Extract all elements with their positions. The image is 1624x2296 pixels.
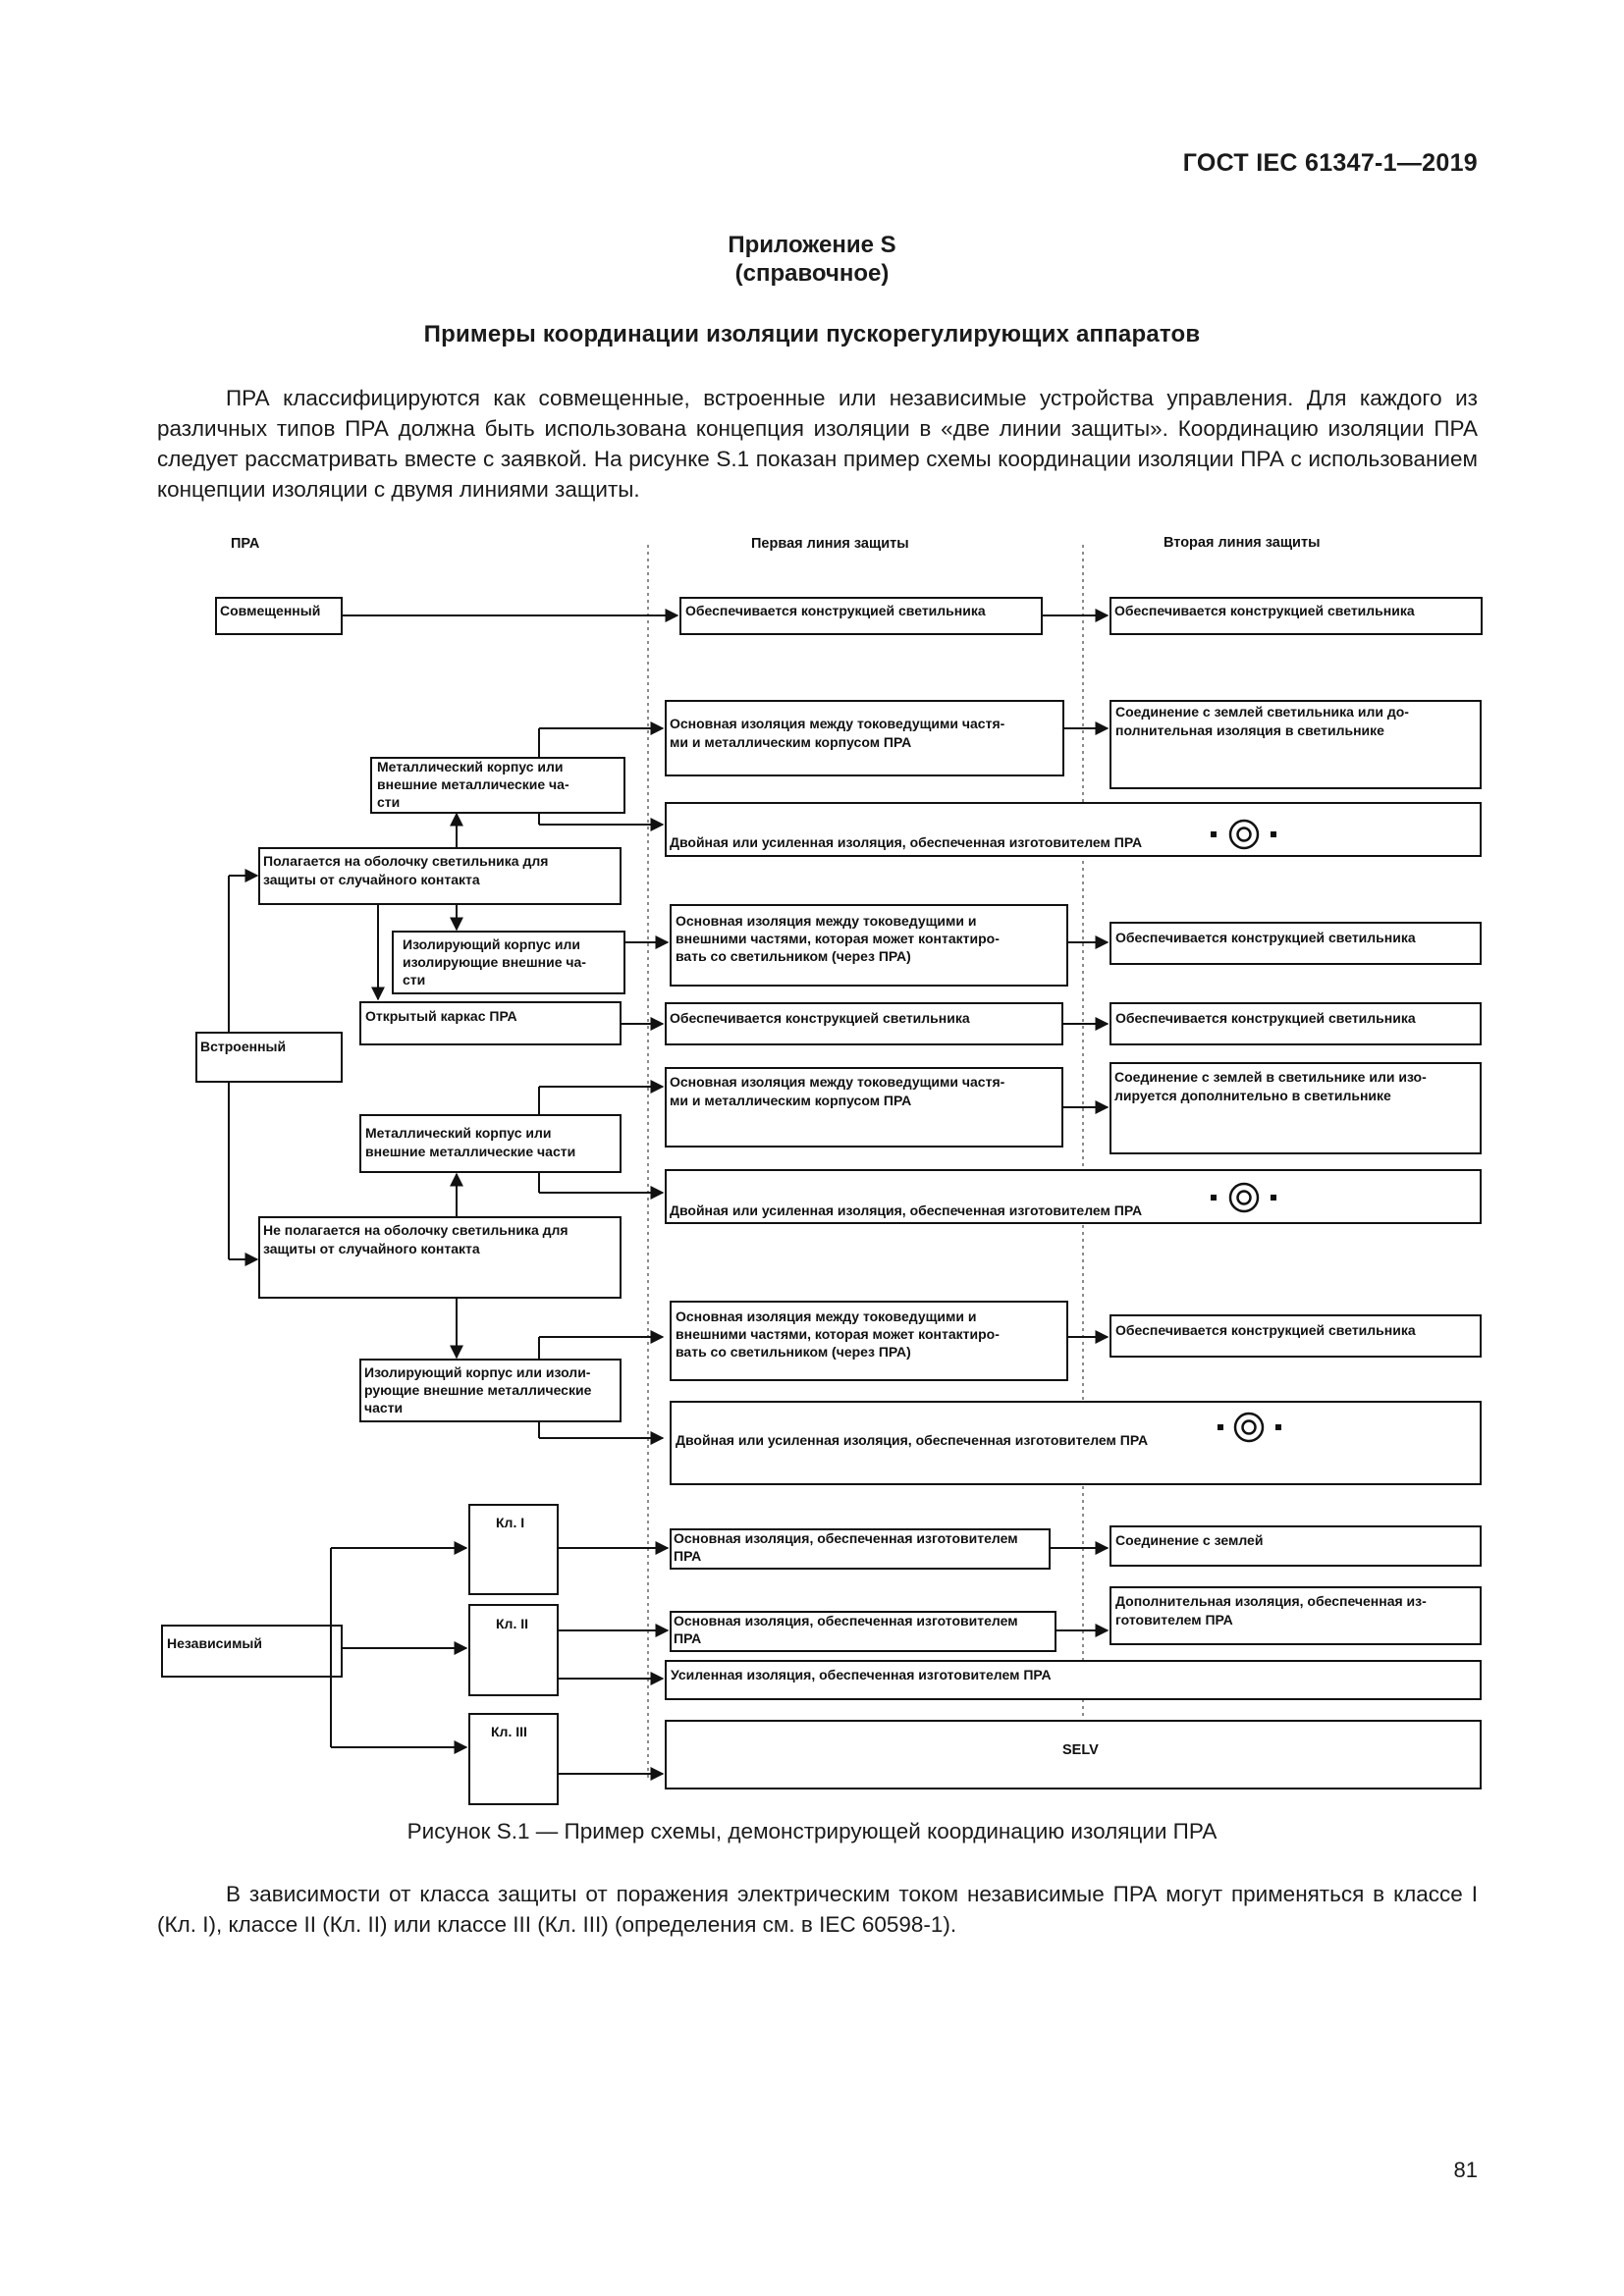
label-basic-by-manufacturer-2-line2: ПРА [674, 1630, 702, 1646]
label-double-reinforced-a: Двойная или усиленная изоляция, обеспеченная изготовителем ПРА [670, 834, 1143, 850]
label-insulating-case-b-line2: рующие внешние металлические [364, 1382, 592, 1398]
column-heading-first-line: Первая линия защиты [751, 536, 909, 552]
label-earth-or-additional-b-line1: Соединение с землей в светильнике или изо- [1114, 1069, 1427, 1085]
label-additional-by-manufacturer-line1: Дополнительная изоляция, обеспеченная из- [1115, 1593, 1427, 1609]
label-class-3: Кл. III [491, 1724, 527, 1739]
column-heading-pra: ПРА [231, 536, 260, 552]
label-independent: Независимый [167, 1635, 262, 1651]
label-insulating-case-b-line3: части [364, 1400, 404, 1415]
label-basic-insulation-external-b-line1: Основная изоляция между токоведущими и [676, 1308, 977, 1324]
label-earth-or-additional-a-line2: полнительная изоляция в светильнике [1115, 722, 1384, 738]
label-insulating-case-a-line3: сти [403, 972, 426, 988]
label-second-luminaire-d: Обеспечивается конструкцией светильника [1115, 1322, 1416, 1338]
label-earth-or-additional-a-line1: Соединение с землей светильника или до- [1115, 704, 1409, 720]
label-basic-insulation-external-b-line3: вать со светильником (через ПРА) [676, 1344, 911, 1360]
label-combined-second-line: Обеспечивается конструкцией светильника [1114, 603, 1415, 618]
label-second-luminaire-c: Обеспечивается конструкцией светильника [1115, 1010, 1416, 1026]
label-earth-or-additional-b-line2: лируется дополнительно в светильнике [1114, 1088, 1391, 1103]
label-insulating-case-a-line1: Изолирующий корпус или [403, 936, 581, 952]
label-basic-by-manufacturer-2-line1: Основная изоляция, обеспеченная изготовителем [674, 1613, 1018, 1629]
label-class-2: Кл. II [496, 1616, 528, 1631]
label-metal-case-b-line2: внешние металлические части [365, 1144, 576, 1159]
label-combined: Совмещенный [220, 603, 321, 618]
label-basic-insulation-metal-a-line1: Основная изоляция между токоведущими частя- [670, 716, 1005, 731]
label-basic-insulation-external-a-line2: внешними частями, которая может контактиро- [676, 931, 1000, 946]
label-basic-insulation-metal-a-line2: ми и металлическим корпусом ПРА [670, 734, 912, 750]
label-basic-insulation-metal-b-line1: Основная изоляция между токоведущими частя- [670, 1074, 1005, 1090]
label-basic-insulation-external-a-line3: вать со светильником (через ПРА) [676, 948, 911, 964]
label-open-frame: Открытый каркас ПРА [365, 1008, 517, 1024]
annex-type: (справочное) [734, 260, 890, 287]
label-first-luminaire-c: Обеспечивается конструкцией светильника [670, 1010, 970, 1026]
label-not-relies-on-enclosure-line1: Не полагается на оболочку светильника для [263, 1222, 568, 1238]
label-double-reinforced-c: Двойная или усиленная изоляция, обеспеченная изготовителем ПРА [676, 1432, 1149, 1448]
annex-title: Приложение S [728, 232, 896, 258]
document-standard-header: ГОСТ IEC 61347-1—2019 [1182, 149, 1478, 177]
label-relies-on-enclosure-line2: защиты от случайного контакта [263, 872, 480, 887]
label-insulating-case-b-line1: Изолирующий корпус или изоли- [364, 1364, 591, 1380]
label-combined-first-line: Обеспечивается конструкцией светильника [685, 603, 986, 618]
label-relies-on-enclosure-line1: Полагается на оболочку светильника для [263, 853, 549, 869]
label-basic-insulation-external-a-line1: Основная изоляция между токоведущими и [676, 913, 977, 929]
label-second-luminaire-b: Обеспечивается конструкцией светильника [1115, 930, 1416, 945]
label-class-1: Кл. I [496, 1515, 525, 1530]
label-double-reinforced-b: Двойная или усиленная изоляция, обеспеченная изготовителем ПРА [670, 1202, 1143, 1218]
section-title: Примеры координации изоляции пускорегулирующих аппаратов [423, 321, 1201, 347]
label-metal-case-a-line1: Металлический корпус или [377, 759, 564, 774]
label-built-in: Встроенный [200, 1039, 287, 1054]
box-independent [162, 1626, 342, 1677]
label-metal-case-a-line2: внешние металлические ча- [377, 776, 569, 792]
label-basic-insulation-metal-b-line2: ми и металлическим корпусом ПРА [670, 1093, 912, 1108]
label-metal-case-a-line3: сти [377, 794, 401, 810]
label-reinforced-insulation: Усиленная изоляция, обеспеченная изготовителем ПРА [671, 1667, 1052, 1682]
label-earth-connection: Соединение с землей [1115, 1532, 1264, 1548]
label-additional-by-manufacturer-line2: готовителем ПРА [1115, 1612, 1233, 1628]
intro-paragraph: ПРА классифицируются как совмещенные, встроенные или независимые устройства управления. Для каждого из различных типов ПРА должна быть использована концепция изоляции в «две линии защиты». Координацию изоляции ПРА следует рассматривать вместе с заявкой. На рисунке S.1 показан пример схемы координации изоляции ПРА с использованием концепции изоляции с двумя линиями защиты. [157, 386, 1478, 502]
label-basic-by-manufacturer-1-line2: ПРА [674, 1548, 702, 1564]
label-basic-by-manufacturer-1-line1: Основная изоляция, обеспеченная изготовителем [674, 1530, 1018, 1546]
label-insulating-case-a-line2: изолирующие внешние ча- [403, 954, 586, 970]
label-basic-insulation-external-b-line2: внешними частями, которая может контактиро- [676, 1326, 1000, 1342]
label-metal-case-b-line1: Металлический корпус или [365, 1125, 552, 1141]
label-not-relies-on-enclosure-line2: защиты от случайного контакта [263, 1241, 480, 1256]
closing-paragraph: В зависимости от класса защиты от поражения электрическим током независимые ПРА могут применяться в классе I (Кл. I), классе II (Кл. II) или классе III (Кл. III) (определения см. в IEC 60598-1). [157, 1882, 1478, 1937]
page-number: 81 [1453, 2158, 1478, 2182]
label-selv: SELV [1062, 1742, 1099, 1758]
figure-caption: Рисунок S.1 — Пример схемы, демонстрирующей координацию изоляции ПРА [406, 1819, 1218, 1843]
column-heading-second-line: Вторая линия защиты [1164, 535, 1321, 551]
